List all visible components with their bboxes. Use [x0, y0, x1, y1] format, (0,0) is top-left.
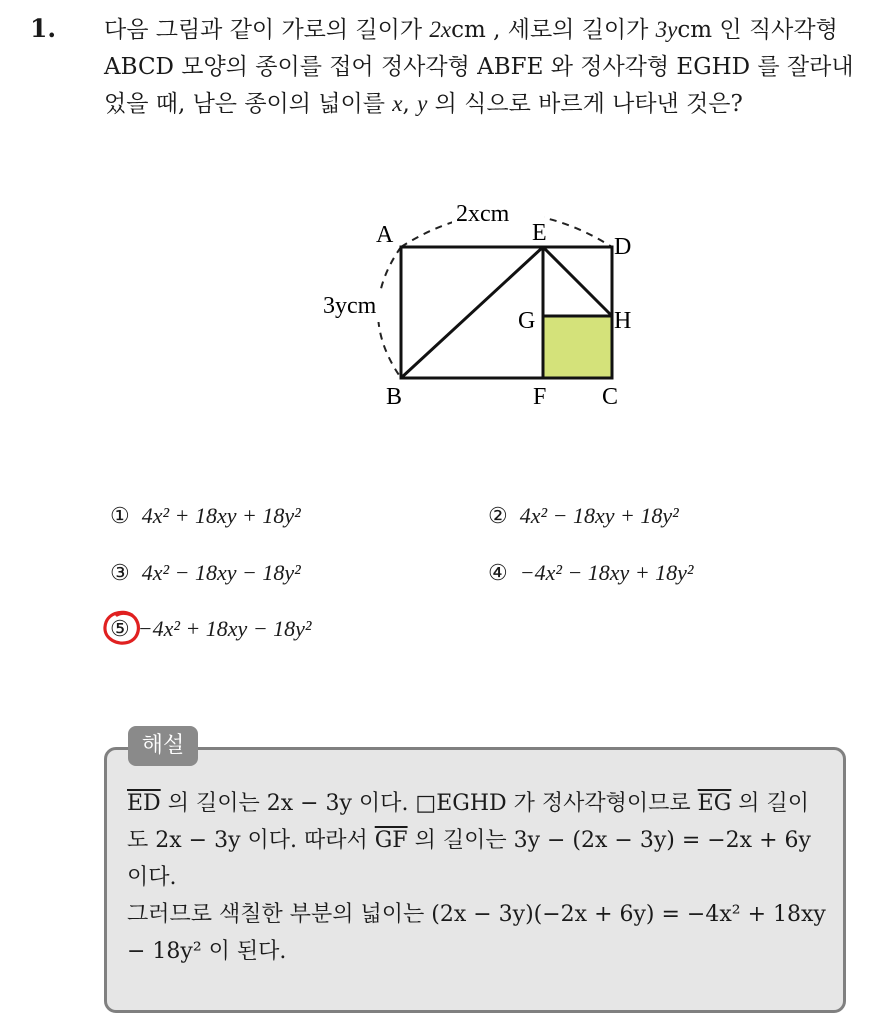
top-length-label: 2xcm	[456, 201, 510, 227]
point-d-label: D	[614, 234, 632, 260]
point-g-label: G	[518, 308, 536, 334]
choice-number: ④	[488, 561, 508, 586]
choice-4[interactable]	[488, 560, 694, 586]
choice-1[interactable]	[110, 503, 301, 529]
answer-circle-mark	[102, 609, 142, 647]
choice-expression: −4x² − 18xy + 18y²	[519, 560, 694, 585]
choice-number: ⑤	[110, 617, 130, 642]
segment-ed: $\overline{ED}$	[127, 791, 161, 816]
choice-expression: −4x² + 18xy − 18y²	[137, 616, 312, 641]
choice-expression: 4x² − 18xy − 18y²	[141, 560, 301, 585]
question-number: 1.	[30, 14, 57, 43]
choice-expression: 4x² − 18xy + 18y²	[519, 503, 679, 528]
point-f-label: F	[533, 384, 547, 410]
geometry-figure	[0, 0, 884, 460]
left-length-label: 3ycm	[323, 293, 377, 319]
point-c-label: C	[602, 384, 619, 410]
point-a-label: A	[376, 222, 394, 248]
choice-number: ③	[110, 561, 130, 586]
choice-number: ②	[488, 504, 508, 529]
explanation-tag: 해설	[128, 726, 198, 766]
choice-2[interactable]	[488, 503, 679, 529]
choice-expression: 4x² + 18xy + 18y²	[141, 503, 301, 528]
segment-gf: $\overline{GF}$	[374, 827, 408, 853]
point-h-label: H	[614, 308, 632, 334]
choice-number: ①	[110, 504, 130, 529]
question-text: 다음 그림과 같이 가로의 길이가 2xcm , 세로의 길이가 3ycm 인 직사각형 ABCD 모양의 종이를 접어 정사각형 ABFE 와 정사각형 EGHD 를 잘라내었을 때, 남은 종이의 넓이를 x, y 의 식으로 바르게 나타낸 것은?	[104, 17, 854, 117]
point-e-label: E	[532, 220, 547, 246]
explanation-box	[104, 747, 846, 1013]
shaded-region	[543, 316, 612, 378]
segment-eg: $\overline{EG}$	[697, 791, 732, 816]
explanation-text: $\overline{ED}$ 의 길이는 2x − 3y 이다. □EGHD 가 정사각형이므로 $\overline{EG}$ 의 길이도 2x − 3y 이다. 따라서 $\overline{GF}$ 의 길이는 3y − (2x − 3y) = −2x + 6y 이다. 그러므로 색칠한 부분의 넓이는 (2x − 3y)(−2x + 6y) = −4x² + 18xy − 18y² 이 된다.	[127, 791, 826, 964]
segment-eh	[543, 247, 612, 316]
point-b-label: B	[386, 384, 403, 410]
choice-3[interactable]	[110, 560, 301, 586]
